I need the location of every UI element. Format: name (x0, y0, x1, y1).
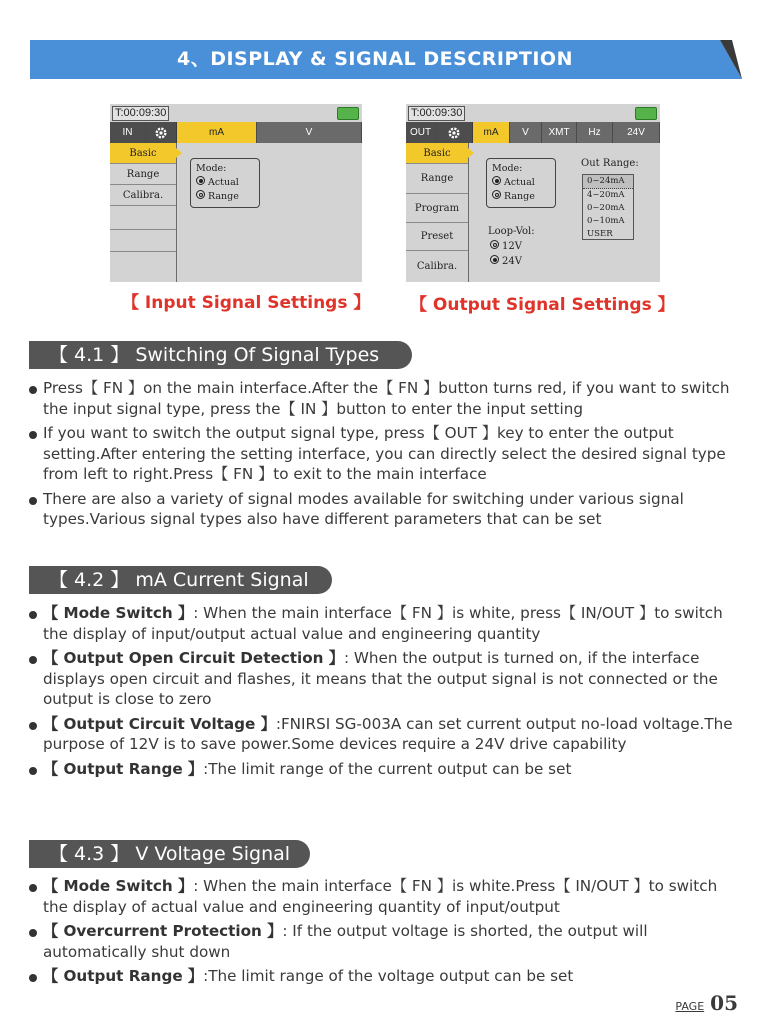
radio-unselected-icon (490, 240, 499, 249)
range-option[interactable]: 4~20mA (587, 190, 625, 200)
timer-readout: T:00:09:30 (408, 106, 465, 121)
range-option[interactable]: 0~24mA (583, 175, 633, 189)
bullet-item: 【 Mode Switch 】: When the main interface【 FN 】is white, press【 IN/OUT 】to switch the display of input/output actual value and engineering quantity (29, 603, 741, 644)
sidebar-item-range[interactable]: Range (110, 164, 176, 185)
gear-icon[interactable] (436, 122, 473, 143)
radio-selected-icon (490, 255, 499, 264)
mode-group (190, 158, 260, 208)
status-bar (110, 104, 362, 122)
input-panel-caption: 【 Input Signal Settings 】 (122, 293, 371, 313)
mode-title: Mode: (492, 163, 523, 174)
timer-readout: T:00:09:30 (112, 106, 169, 121)
bullet-item: 【 Overcurrent Protection 】: If the output voltage is shorted, the output will automatically shut down (29, 921, 741, 962)
radio-unselected-icon (492, 190, 501, 199)
settings-sidebar (406, 143, 469, 282)
gear-icon[interactable] (146, 122, 177, 143)
loop-voltage-title: Loop-Vol: (488, 226, 535, 237)
radio-selected-icon (492, 176, 501, 185)
sidebar-item-preset[interactable]: Preset (406, 223, 468, 251)
output-settings-screen (406, 104, 660, 282)
mode-option-range[interactable]: Range (492, 190, 550, 204)
loop-option-24v[interactable]: 24V (488, 254, 535, 269)
settings-sidebar (110, 143, 177, 282)
out-range-list (582, 174, 634, 240)
sidebar-item-calibration[interactable]: Calibra. (110, 185, 176, 206)
battery-icon (635, 107, 657, 120)
tab-v[interactable]: V (510, 122, 542, 143)
section-bullets (29, 603, 741, 783)
battery-icon (337, 107, 359, 120)
tab-in[interactable]: IN (110, 122, 146, 143)
page-title: 4、DISPLAY & SIGNAL DESCRIPTION (177, 48, 573, 70)
mode-option-range[interactable]: Range (196, 190, 254, 204)
tab-ma[interactable]: mA (177, 122, 257, 143)
range-option[interactable]: 0~20mA (587, 203, 625, 213)
input-settings-screen (110, 104, 362, 282)
range-option[interactable]: USER (587, 229, 613, 239)
output-panel-caption: 【 Output Signal Settings 】 (410, 295, 675, 315)
section-banner (30, 40, 742, 79)
tab-v[interactable]: V (257, 122, 362, 143)
section-bullets (29, 378, 741, 534)
radio-selected-icon (196, 176, 205, 185)
page-number (675, 991, 738, 1015)
tab-out[interactable]: OUT (406, 122, 436, 143)
loop-voltage-group (488, 224, 535, 269)
sidebar-item-basic[interactable]: Basic (110, 143, 176, 164)
mode-option-actual[interactable]: Actual (492, 176, 550, 190)
bullet-item: 【 Output Circuit Voltage 】:FNIRSI SG-003A can set current output no-load voltage.The purpose of 12V is to save power.Some devices require a 24V drive capability (29, 714, 741, 755)
page-number-value: 05 (710, 991, 738, 1015)
signal-tabs (110, 122, 362, 143)
loop-option-12v[interactable]: 12V (488, 239, 535, 254)
page-word: PAGE (675, 1000, 705, 1013)
section-heading: 【 4.3 】 V Voltage Signal (29, 840, 310, 868)
out-range-title: Out Range: (581, 158, 639, 169)
sidebar-item-basic[interactable]: Basic (406, 143, 468, 164)
section-bullets (29, 876, 741, 991)
sidebar-item-empty (110, 206, 176, 230)
sidebar-item-range[interactable]: Range (406, 164, 468, 194)
section-heading: 【 4.2 】 mA Current Signal (29, 566, 332, 594)
bullet-item: 【 Output Range 】:The limit range of the voltage output can be set (29, 966, 741, 987)
tab-xmt[interactable]: XMT (542, 122, 577, 143)
sidebar-item-empty (110, 230, 176, 252)
mode-title: Mode: (196, 163, 227, 174)
sidebar-item-calibration[interactable]: Calibra. (416, 261, 458, 272)
sidebar-item-program[interactable]: Program (406, 194, 468, 223)
tab-hz[interactable]: Hz (577, 122, 613, 143)
mode-option-actual[interactable]: Actual (196, 176, 254, 190)
radio-unselected-icon (196, 190, 205, 199)
bullet-item: There are also a variety of signal modes available for switching under various signal types.Various signal types also have different parameters that can be set (29, 489, 741, 530)
tab-24v[interactable]: 24V (613, 122, 660, 143)
tab-ma[interactable]: mA (473, 122, 510, 143)
mode-group (486, 158, 556, 208)
status-bar (406, 104, 660, 122)
bullet-item: 【 Output Range 】:The limit range of the current output can be set (29, 759, 741, 780)
signal-tabs (406, 122, 660, 143)
bullet-item: 【 Mode Switch 】: When the main interface【 FN 】is white.Press【 IN/OUT 】to switch the display of actual value and engineering quantity of input/output (29, 876, 741, 917)
section-heading: 【 4.1 】 Switching Of Signal Types (29, 341, 412, 369)
bullet-item: Press【 FN 】on the main interface.After the【 FN 】button turns red, if you want to switch the input signal type, press the【 IN 】button to enter the input setting (29, 378, 741, 419)
range-option[interactable]: 0~10mA (587, 216, 625, 226)
bullet-item: 【 Output Open Circuit Detection 】: When the output is turned on, if the interface displays open circuit and flashes, it means that the output signal is not connected or the output is close to zero (29, 648, 741, 710)
bullet-item: If you want to switch the output signal type, press【 OUT 】key to enter the output setting.After entering the setting interface, you can directly select the desired signal type from left to right.Press【 FN 】to exit to the main interface (29, 423, 741, 485)
